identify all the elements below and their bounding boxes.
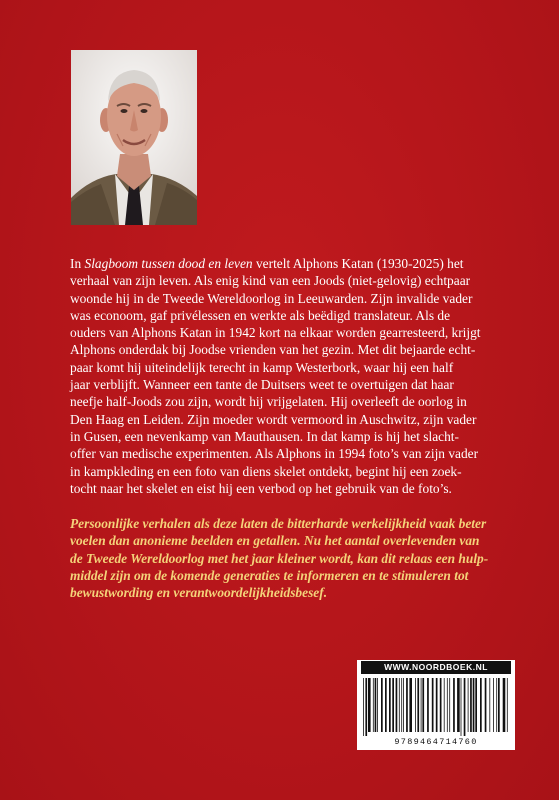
blurb-line: in Gusen, een nevenkamp van Mauthausen. In dat kamp is hij het slacht-: [70, 428, 459, 444]
barcode-bar: [409, 678, 412, 732]
barcode-bar: [427, 678, 429, 732]
portrait-icon: [71, 50, 197, 225]
publisher-url: WWW.NOORDBOEK.NL: [361, 661, 511, 674]
barcode-bar: [385, 678, 387, 732]
barcode-bar: [389, 678, 391, 732]
barcode-bar: [417, 678, 419, 732]
barcode-bar: [449, 678, 450, 732]
barcode-bar: [432, 678, 434, 732]
barcode-bar: [440, 678, 442, 732]
barcode-bar: [377, 678, 378, 732]
barcode-bar: [470, 678, 472, 732]
barcode-bar: [480, 678, 482, 732]
barcode-bar: [464, 678, 466, 736]
blurb-line: tocht naar het skelet en eist hij een verbod op het gebruik van de foto’s.: [70, 480, 452, 496]
tagline-line: bewustwording en verantwoordelijkheidsbesef.: [70, 585, 328, 601]
barcode-bar: [373, 678, 374, 732]
blurb-line: was econoom, gaf privélessen en werkte als beëdigd translateur. Als de: [70, 307, 451, 323]
barcode-bar: [406, 678, 408, 732]
barcode-bar: [475, 678, 477, 732]
barcode-bar: [496, 678, 497, 732]
barcode-bar: [468, 678, 469, 732]
barcode-bar: [396, 678, 398, 732]
blurb-line: offer van medische experimenten. Als Alphons in 1994 foto’s van zijn vader: [70, 446, 479, 462]
barcode-bar: [422, 678, 424, 732]
barcode-bar: [498, 678, 500, 732]
barcode-bar: [415, 678, 416, 732]
blurb-line: Alphons onderdak bij Joodse vrienden van het gezin. Met dit bejaarde echt-: [70, 342, 476, 358]
barcode-bar: [447, 678, 448, 732]
tagline: [70, 515, 510, 601]
blurb-line: Den Haag en Leiden. Zijn moeder wordt vermoord in Auschwitz, zijn vader: [70, 411, 477, 427]
barcode-bar: [401, 678, 402, 732]
barcode-bar: [392, 678, 394, 732]
blurb-line: woonde hij in de Tweede Wereldoorlog in Leeuwarden. Zijn invalide vader: [70, 290, 473, 306]
isbn-digits: 9789464714760: [394, 737, 478, 747]
barcode-bar: [461, 678, 462, 736]
barcode-bar: [503, 678, 506, 732]
barcode-bar: [507, 678, 508, 732]
barcode-bars-icon: [363, 678, 509, 736]
barcode-bar: [381, 678, 383, 732]
blurb-line: neefje half-Joods zou zijn, wordt hij vrijgelaten. Hij overleeft de oorlog in: [70, 394, 467, 410]
tagline-line: middel zijn om de komende generaties te informeren en te stimuleren tot: [70, 567, 469, 583]
barcode-bar: [399, 678, 400, 732]
barcode-bar: [375, 678, 377, 732]
barcode-bar: [403, 678, 404, 732]
barcode-bar: [436, 678, 438, 732]
barcode-bar: [365, 678, 367, 736]
blurb-intro: In: [70, 256, 85, 271]
author-portrait: [71, 50, 197, 225]
blurb-line: ouders van Alphons Katan in 1942 kort na elkaar worden gearresteerd, krijgt: [70, 325, 481, 341]
barcode-bar: [368, 678, 371, 732]
blurb-line: verhaal van zijn leven. Als enig kind van een Joods (niet-gelovig) echtpaar: [70, 273, 471, 289]
barcode-bar: [457, 678, 460, 732]
barcode-bar: [493, 678, 494, 732]
tagline-line: de Tweede Wereldoorlog met het jaar kleiner wordt, kan dit relaas een hulp-: [70, 550, 489, 566]
barcode-bar: [489, 678, 490, 732]
barcode-bar: [444, 678, 445, 732]
barcode-bar: [421, 678, 422, 732]
barcode-bar: [485, 678, 487, 732]
blurb-line: vertelt Alphons Katan (1930-2025) het: [252, 256, 464, 271]
tagline-line: voelen dan anonieme beelden en getallen. Nu het aantal overlevenden van: [70, 533, 480, 549]
barcode-bar: [473, 678, 475, 732]
book-title: Slagboom tussen dood en leven: [84, 256, 253, 271]
tagline-line: Persoonlijke verhalen als deze laten de bitterharde werkelijkheid vaak beter: [70, 516, 487, 531]
isbn-barcode: [357, 660, 515, 750]
book-description: [70, 255, 505, 497]
blurb-line: in kampkleding en een foto van diens skelet ontdekt, begint hij een zoek-: [70, 463, 462, 479]
barcode-bar: [363, 678, 364, 736]
blurb-line: paar komt hij uiteindelijk terecht in kamp Westerbork, waar hij een half: [70, 359, 454, 375]
blurb-line: jaar verblijft. Wanneer een tante de Duitsers weet te overtuigen dat haar: [70, 377, 454, 393]
barcode-bar: [453, 678, 455, 732]
